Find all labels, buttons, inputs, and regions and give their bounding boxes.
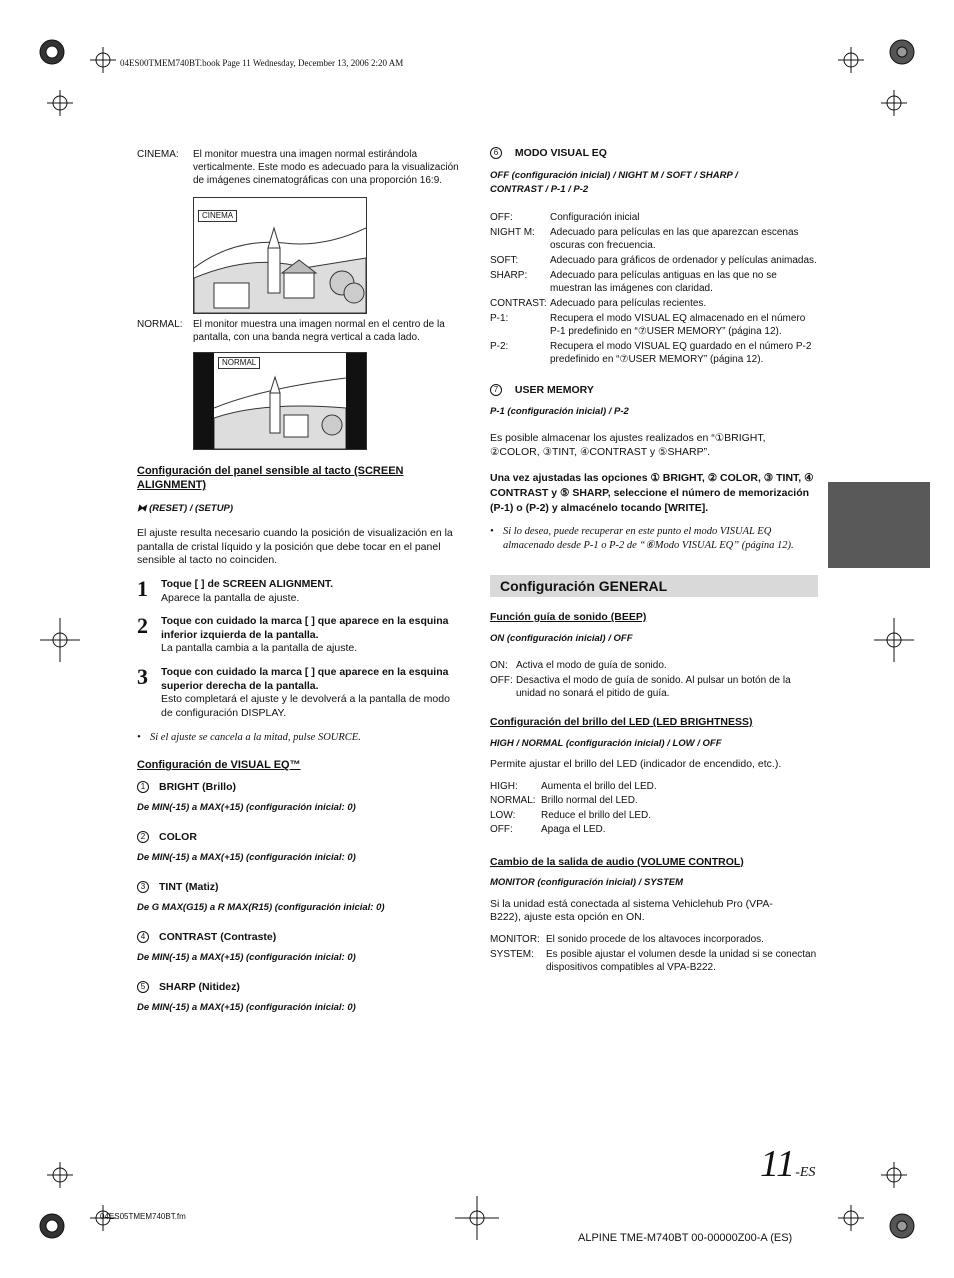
beep-options: ON (configuración inicial) / OFF (490, 632, 633, 644)
normal-screen-image (193, 352, 367, 450)
volume-item: MONITOR: El sonido procede de los altavoces incorporados. (490, 933, 764, 945)
step-3 (137, 666, 467, 721)
number-circle-icon: 7 (490, 384, 502, 396)
step-1 (137, 575, 467, 605)
user-memory-options: P-1 (configuración inicial) / P-2 (490, 405, 629, 417)
file-info-header: 04ES00TMEM740BT.book Page 11 Wednesday, December 13, 2006 2:20 AM (120, 58, 404, 68)
led-items (490, 780, 820, 838)
fm-file-label: 04ES05TMEM740BT.fm (100, 1212, 186, 1221)
screen-alignment-path-text: (RESET) / (SETUP) (149, 502, 234, 514)
number-circle-icon: 2 (137, 831, 149, 843)
bullet-icon: • (137, 731, 141, 743)
screen-alignment-title: Configuración del panel sensible al tacto (SCREEN ALIGNMENT) (137, 465, 404, 492)
eq-item-color (137, 831, 467, 865)
step-text: Esto completará el ajuste y le devolverá a la pantalla de modo de configuración DISPLAY. (161, 693, 450, 719)
eq-item-range: De G MAX(G15) a R MAX(R15) (configuración inicial: 0) (137, 902, 385, 914)
modo-item: SOFT: Adecuado para gráficos de ordenador y películas animadas. (490, 255, 817, 267)
eq-item-range: De MIN(-15) a MAX(+15) (configuración inicial: 0) (137, 1002, 356, 1014)
page-number-value: 11 (760, 1143, 796, 1185)
eq-item-sharp (137, 981, 467, 1015)
eq-item-tint (137, 881, 467, 915)
bullet-icon: • (490, 526, 494, 538)
volume-control-items (490, 933, 820, 974)
model-footer: ALPINE TME-M740BT 00-00000Z00-A (ES) (578, 1232, 793, 1244)
number-circle-icon: 1 (137, 781, 149, 793)
modo-item: P-2: Recupera el modo VISUAL EQ guardado en el número P-2 predefinido en “⑦USER MEMORY” (página 12). (490, 341, 812, 366)
landscape-illustration-small (214, 353, 346, 449)
eq-item-contrast (137, 931, 467, 965)
user-memory-note (490, 525, 820, 552)
page-number-suffix: -ES (795, 1165, 816, 1180)
volume-control-title: Cambio de la salida de audio (VOLUME CONTROL) (490, 855, 744, 868)
beep-items (490, 659, 820, 700)
eq-item-range: De MIN(-15) a MAX(+15) (configuración inicial: 0) (137, 802, 356, 814)
cinema-screen-label: CINEMA (198, 210, 237, 222)
eq-item-range: De MIN(-15) a MAX(+15) (configuración inicial: 0) (137, 852, 356, 864)
modo-visual-eq-heading (490, 147, 820, 161)
normal-text: El monitor muestra una imagen normal en el centro de la pantalla, con una banda negra vertical a cada lado. (193, 319, 445, 343)
cancel-note-text: Si el ajuste se cancela a la mitad, pulse SOURCE. (150, 731, 361, 743)
eq-item-name: TINT (Matiz) (159, 880, 219, 893)
page-number (760, 1140, 815, 1189)
normal-screen-label: NORMAL (218, 357, 260, 369)
eq-item-name: SHARP (Nitidez) (159, 980, 240, 993)
led-item: NORMAL: Brillo normal del LED. (490, 795, 638, 807)
right-column (490, 147, 820, 974)
modo-options: OFF (configuración inicial) / NIGHT M / SOFT / SHARP / CONTRAST / P-1 / P-2 (490, 169, 738, 195)
cinema-item (137, 148, 467, 187)
number-circle-icon: 5 (137, 981, 149, 993)
step-2 (137, 615, 467, 656)
led-text: Permite ajustar el brillo del LED (indicador de encendido, etc.). (490, 757, 782, 770)
step-title: Toque con cuidado la marca [ ] que aparece en la esquina inferior izquierda de la pantalla. (161, 615, 449, 641)
eq-item-bright (137, 781, 467, 815)
eq-item-name: COLOR (159, 830, 197, 843)
user-memory-instruction: Una vez ajustadas las opciones ① BRIGHT, ② COLOR, ③ TINT, ④ CONTRAST y ⑤ SHARP, seleccione el número de memorización (P-1) o (P-2) y almacénelo tocando [WRITE]. (490, 472, 814, 514)
led-title: Configuración del brillo del LED (LED BRIGHTNESS) (490, 715, 753, 728)
step-number: 2 (137, 613, 148, 639)
modo-item: P-1: Recupera el modo VISUAL EQ almacenado en el número P-1 predefinido en “⑦USER MEMORY” (página 12). (490, 313, 806, 338)
beep-item: OFF: Desactiva el modo de guía de sonido. Al pulsar un botón de la unidad no sonará el pitido de guía. (490, 674, 791, 699)
cinema-text: El monitor muestra una imagen normal estirándola verticalmente. Este modo es adecuado para la visualización de imágenes cinematográficas con una proporción 16:9. (193, 149, 459, 186)
step-text: Aparece la pantalla de ajuste. (161, 591, 300, 604)
screen-alignment-path (137, 503, 467, 515)
eq-item-name: BRIGHT (Brillo) (159, 780, 236, 793)
user-memory-title: USER MEMORY (514, 384, 594, 397)
step-text: La pantalla cambia a la pantalla de ajuste. (161, 642, 358, 655)
right-black-band (346, 353, 366, 449)
modo-item: CONTRAST: Adecuado para películas recientes. (490, 298, 707, 310)
number-circle-icon: 6 (490, 147, 502, 159)
modo-item: SHARP: Adecuado para películas antiguas en las que no se muestran las imágenes con claridad. (490, 270, 777, 295)
modo-item: OFF: Configuración inicial (490, 212, 640, 224)
cancel-note (137, 731, 467, 745)
beep-title: Función guía de sonido (BEEP) (490, 610, 647, 623)
cinema-screen-image (193, 197, 367, 314)
reset-icon: ⧓ (137, 502, 147, 514)
number-circle-icon: 3 (137, 881, 149, 893)
step-number: 1 (137, 575, 148, 601)
led-item: LOW: Reduce el brillo del LED. (490, 809, 652, 821)
number-circle-icon: 4 (137, 931, 149, 943)
left-black-band (194, 353, 214, 449)
normal-item (137, 318, 467, 344)
volume-item: SYSTEM: Es posible ajustar el volumen desde la unidad si se conectan dispositivos compatibles al VPA-B222. (490, 948, 817, 973)
step-title: Toque [ ] de SCREEN ALIGNMENT. (161, 577, 334, 590)
modo-visual-eq-title: MODO VISUAL EQ (514, 147, 607, 159)
step-number: 3 (137, 664, 148, 690)
left-column (137, 148, 467, 1014)
screen-alignment-text: El ajuste resulta necesario cuando la posición de visualización en la pantalla de cristal líquido y la posición que debe tocar en el panel sensible al tacto no coinciden. (137, 526, 453, 567)
cinema-label: CINEMA: (137, 149, 179, 160)
modo-item: NIGHT M: Adecuado para películas en las que aparezcan escenas oscuras con frecuencia. (490, 227, 799, 252)
general-section-header: Configuración GENERAL (490, 575, 818, 597)
led-item: HIGH: Aumenta el brillo del LED. (490, 780, 657, 792)
beep-item: ON: Activa el modo de guía de sonido. (490, 659, 667, 671)
normal-label: NORMAL: (137, 319, 183, 330)
eq-item-range: De MIN(-15) a MAX(+15) (configuración inicial: 0) (137, 952, 356, 964)
visual-eq-title: Configuración de VISUAL EQ™ (137, 759, 301, 772)
volume-control-options: MONITOR (configuración inicial) / SYSTEM (490, 877, 684, 889)
modo-items (490, 211, 820, 366)
user-memory-heading (490, 384, 820, 398)
user-memory-note-text: Si lo desea, puede recuperar en este punto el modo VISUAL EQ almacenado desde P-1 o P-2 de “⑥Modo VISUAL EQ” (página 12). (503, 526, 794, 552)
volume-control-text: Si la unidad está conectada al sistema Vehiclehub Pro (VPA-B222), ajuste esta opción en ON. (490, 897, 773, 924)
led-item: OFF: Apaga el LED. (490, 824, 606, 836)
eq-item-name: CONTRAST (Contraste) (159, 930, 277, 943)
led-options: HIGH / NORMAL (configuración inicial) / LOW / OFF (490, 737, 722, 749)
step-title: Toque con cuidado la marca [ ] que aparece en la esquina superior derecha de la pantalla. (161, 666, 449, 692)
user-memory-text: Es posible almacenar los ajustes realizados en “①BRIGHT, ②COLOR, ③TINT, ④CONTRAST y ⑤SHARP”. (490, 432, 766, 458)
side-tab (828, 482, 930, 568)
